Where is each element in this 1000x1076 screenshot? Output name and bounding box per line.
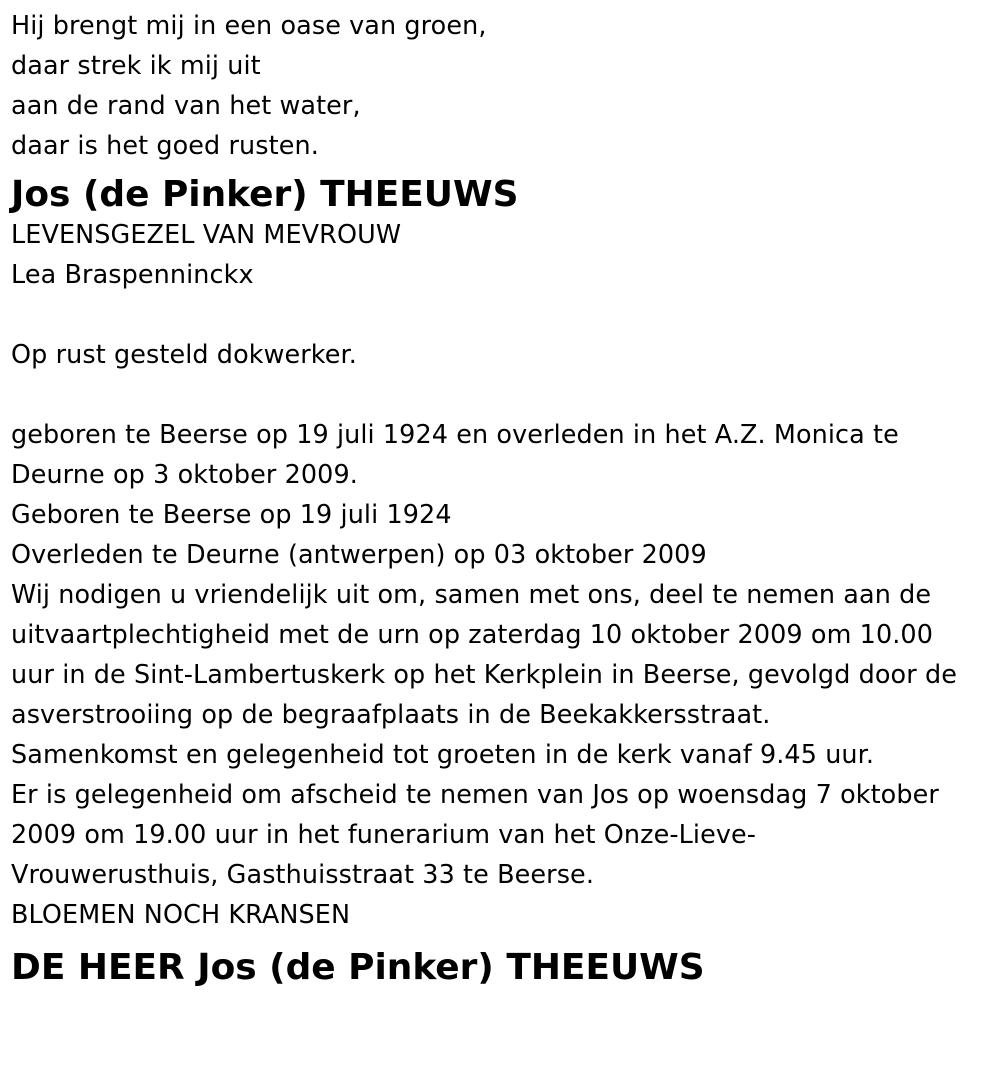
body-line: asverstrooiing op de begraafplaats in de Beekakkersstraat. bbox=[11, 700, 771, 730]
body-line: uitvaartplechtigheid met de urn op zaterdag 10 oktober 2009 om 10.00 bbox=[11, 620, 934, 650]
poem-line: daar is het goed rusten. bbox=[11, 131, 319, 161]
occupation: Op rust gesteld dokwerker. bbox=[11, 340, 357, 370]
deceased-name-heading: Jos (de Pinker) THEEUWS bbox=[11, 174, 519, 215]
spacer bbox=[11, 295, 991, 335]
body-line: Vrouwerusthuis, Gasthuisstraat 33 te Beerse. bbox=[11, 860, 595, 890]
poem-line: daar strek ik mij uit bbox=[11, 51, 261, 81]
body-line: 2009 om 19.00 uur in het funerarium van het Onze-Lieve- bbox=[11, 820, 757, 850]
obituary-document bbox=[11, 6, 991, 993]
body-line: Er is gelegenheid om afscheid te nemen van Jos op woensdag 7 oktober bbox=[11, 780, 939, 810]
body-line: Wij nodigen u vriendelijk uit om, samen met ons, deel te nemen aan de bbox=[11, 580, 932, 610]
poem-line: aan de rand van het water, bbox=[11, 91, 361, 121]
body-line: BLOEMEN NOCH KRANSEN bbox=[11, 900, 351, 930]
announcement-body bbox=[11, 415, 991, 935]
body-line: Samenkomst en gelegenheid tot groeten in de kerk vanaf 9.45 uur. bbox=[11, 740, 875, 770]
poem-line: Hij brengt mij in een oase van groen, bbox=[11, 11, 487, 41]
body-line: uur in de Sint-Lambertuskerk op het Kerkplein in Beerse, gevolgd door de bbox=[11, 660, 957, 690]
spacer bbox=[11, 375, 991, 415]
closing-name-heading: DE HEER Jos (de Pinker) THEEUWS bbox=[11, 947, 705, 988]
partner-label: LEVENSGEZEL VAN MEVROUW bbox=[11, 220, 402, 250]
body-line: Geboren te Beerse op 19 juli 1924 bbox=[11, 500, 452, 530]
partner-name: Lea Braspenninckx bbox=[11, 260, 254, 290]
body-line: geboren te Beerse op 19 juli 1924 en overleden in het A.Z. Monica te bbox=[11, 420, 899, 450]
poem bbox=[11, 6, 991, 166]
body-line: Deurne op 3 oktober 2009. bbox=[11, 460, 358, 490]
body-line: Overleden te Deurne (antwerpen) op 03 oktober 2009 bbox=[11, 540, 707, 570]
